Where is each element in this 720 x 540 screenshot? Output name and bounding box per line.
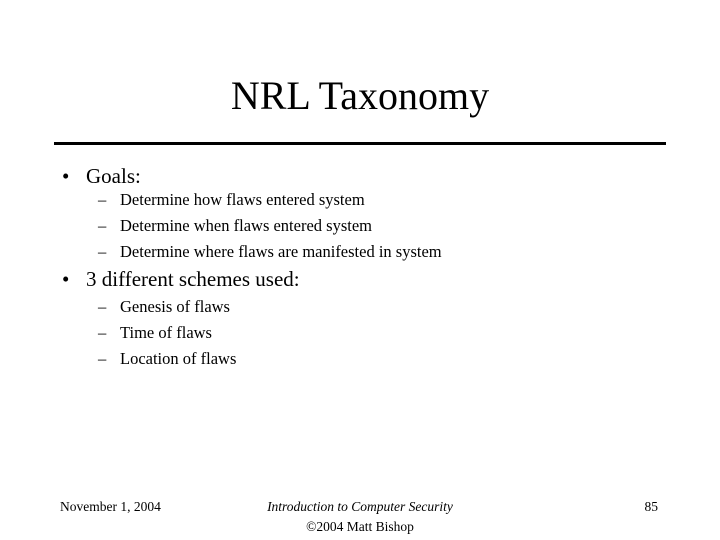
- bullet-text: 3 different schemes used:: [86, 267, 300, 291]
- sub-item: [98, 323, 212, 343]
- sub-item-marker: –: [98, 297, 107, 316]
- sub-item: [98, 190, 365, 210]
- bullet-text: Goals:: [86, 164, 141, 188]
- sub-item: [98, 216, 372, 236]
- sub-item-text: Determine how flaws entered system: [120, 190, 365, 209]
- title-divider: [54, 142, 666, 145]
- sub-item-marker: –: [98, 349, 107, 368]
- sub-item-text: Determine when flaws entered system: [120, 216, 372, 235]
- sub-item: [98, 297, 230, 317]
- sub-item-marker: –: [98, 216, 107, 235]
- footer-date: November 1, 2004: [60, 499, 161, 514]
- footer-copyright: ©2004 Matt Bishop: [306, 519, 414, 534]
- slide-title: NRL Taxonomy: [230, 73, 490, 118]
- footer-course-info: [230, 497, 490, 537]
- sub-item-text: Determine where flaws are manifested in system: [120, 242, 442, 261]
- sub-item-marker: –: [98, 323, 107, 342]
- bullet-goals: [62, 164, 141, 188]
- sub-item-text: Location of flaws: [120, 349, 237, 368]
- sub-item: [98, 242, 442, 262]
- sub-item-marker: –: [98, 190, 107, 209]
- sub-item: [98, 349, 236, 369]
- sub-item-text: Genesis of flaws: [120, 297, 230, 316]
- bullet-marker: •: [62, 267, 70, 291]
- sub-item-marker: –: [98, 242, 107, 261]
- footer-course-title: Introduction to Computer Security: [267, 499, 453, 514]
- footer-page-number: 85: [644, 499, 658, 514]
- bullet-schemes: [62, 267, 300, 291]
- bullet-marker: •: [62, 164, 70, 188]
- sub-item-text: Time of flaws: [120, 323, 212, 342]
